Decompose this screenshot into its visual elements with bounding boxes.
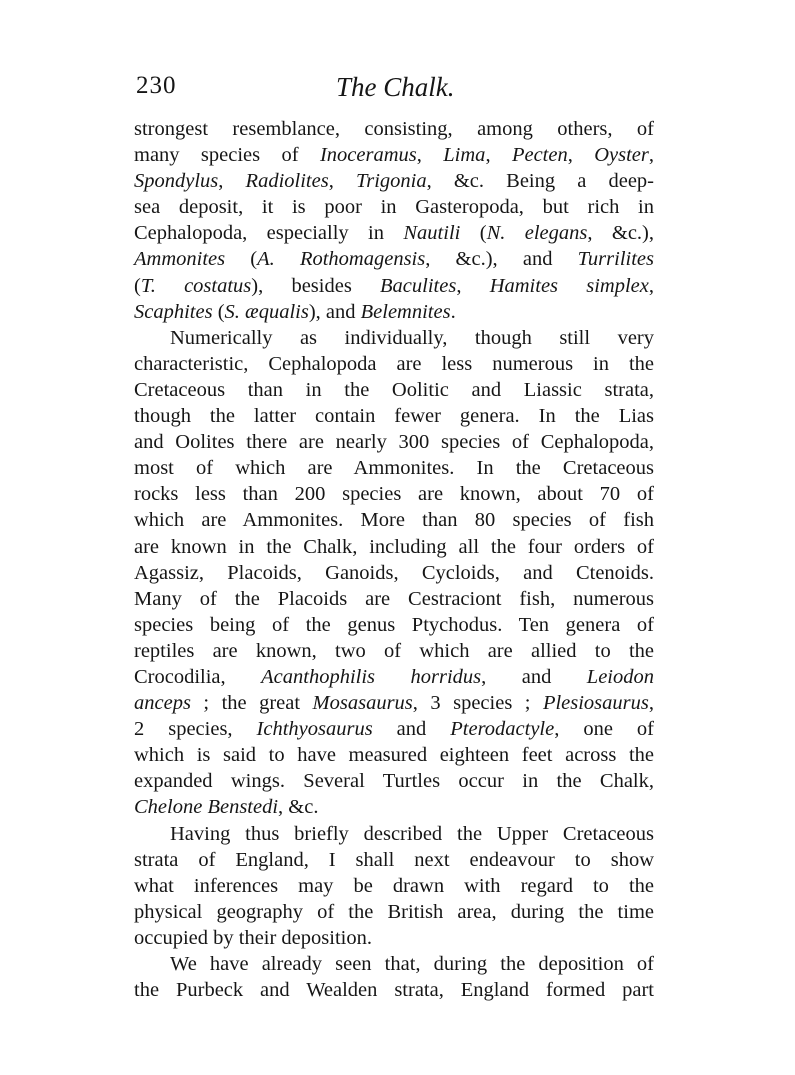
text-line (134, 873, 654, 899)
text-line (134, 194, 654, 220)
italic-term: Spondylus (134, 170, 219, 193)
italic-term: Pterodactyle (450, 718, 555, 741)
text-run: ( (134, 274, 141, 297)
italic-term: Trigonia (355, 170, 427, 193)
text-run: which are Ammonites. More than 80 species of fish (134, 509, 654, 532)
italic-term: anceps (134, 692, 191, 715)
text-line (134, 638, 654, 664)
italic-term: Plesiosaurus (542, 692, 649, 715)
text-run: , (328, 170, 356, 193)
text-run: , (218, 170, 246, 193)
text-line (134, 325, 654, 351)
text-run: Numerically as individually, though still very (170, 326, 654, 349)
text-line (134, 403, 654, 429)
text-line (134, 299, 654, 325)
text-line (134, 716, 654, 742)
italic-term: Leiodon (586, 665, 654, 688)
text-run: , 3 species ; (412, 692, 543, 715)
text-run: though the latter contain fewer genera. In the Lias (134, 405, 654, 428)
italic-term: A. Rothomagensis (257, 248, 426, 271)
text-run: sea deposit, it is poor in Gasteropoda, but rich in (134, 196, 654, 219)
body-text (134, 116, 654, 1003)
text-line (134, 246, 654, 272)
text-line (134, 534, 654, 560)
text-run: occupied by their deposition. (134, 926, 372, 949)
text-run: are known in the Chalk, including all the four orders of (134, 535, 654, 558)
text-run: Cretaceous than in the Oolitic and Liassic strata, (134, 378, 654, 401)
text-run: many species of (134, 144, 320, 167)
text-line (134, 481, 654, 507)
text-line (134, 220, 654, 246)
text-run: Cephalopoda, especially in (134, 222, 404, 245)
text-run: reptiles are known, two of which are allied to the (134, 639, 654, 662)
text-line (134, 951, 654, 977)
text-line (134, 768, 654, 794)
text-run: species being of the genus Ptychodus. Ten genera of (134, 613, 654, 636)
text-run: , (485, 144, 512, 167)
text-line (134, 273, 654, 299)
text-line (134, 455, 654, 481)
running-title: The Chalk. (336, 72, 455, 102)
text-run: Agassiz, Placoids, Ganoids, Cycloids, and Ctenoids. (134, 561, 654, 584)
text-run: and (372, 718, 451, 741)
italic-term: Scaphites (134, 300, 213, 323)
text-run: , (648, 692, 654, 715)
text-run: Crocodilia, (134, 665, 262, 688)
text-line (134, 429, 654, 455)
text-run: most of which are Ammonites. In the Cretaceous (134, 457, 654, 480)
text-run: ( (460, 222, 487, 245)
text-run: , and (481, 665, 587, 688)
text-run: , one of (554, 718, 654, 741)
text-run: rocks less than 200 species are known, about 70 of (134, 483, 654, 506)
text-run: , &c. (278, 796, 319, 819)
text-line (134, 690, 654, 716)
italic-term: Inoceramus (319, 144, 417, 167)
text-line (134, 586, 654, 612)
italic-term: S. æqualis (224, 300, 309, 323)
text-line (134, 560, 654, 586)
text-run: , &c. Being a deep- (426, 170, 655, 193)
text-line (134, 977, 654, 1003)
italic-term: Pecten (511, 144, 568, 167)
text-line (134, 925, 654, 951)
text-run: characteristic, Cephalopoda are less numerous in the (134, 352, 654, 375)
italic-term: Chelone Benstedi (134, 796, 279, 819)
page-number: 230 (136, 72, 177, 99)
italic-term: Belemnites (360, 300, 451, 323)
text-line (134, 794, 654, 820)
italic-term: N. elegans (486, 222, 588, 245)
text-run: 2 species, (134, 718, 257, 741)
text-line (134, 142, 654, 168)
italic-term: Turrilites (577, 248, 654, 271)
text-line (134, 821, 654, 847)
text-run: which is said to have measured eighteen feet across the (134, 744, 654, 767)
italic-term: Oyster (594, 144, 649, 167)
italic-term: Nautili (403, 222, 461, 245)
text-run: ( (212, 300, 225, 323)
text-line (134, 899, 654, 925)
text-run: , (456, 274, 490, 297)
text-run: physical geography of the British area, during the time (134, 900, 654, 923)
text-run: , (648, 144, 655, 167)
text-line (134, 507, 654, 533)
text-run: ), besides (251, 274, 381, 297)
text-run: We have already seen that, during the deposition of (170, 953, 654, 975)
text-run: strata of England, I shall next endeavour to show (134, 848, 654, 871)
italic-term: Acanthophilis horridus (261, 665, 482, 688)
italic-term: Ammonites (134, 248, 226, 271)
text-run: , &c.), and (425, 248, 578, 271)
italic-term: Mosasaurus (312, 692, 413, 715)
text-run: Many of the Placoids are Cestraciont fish, numerous (134, 587, 654, 610)
text-line (134, 847, 654, 873)
italic-term: Lima (443, 144, 486, 167)
text-run: ), and (308, 300, 361, 323)
text-line (134, 377, 654, 403)
italic-term: Radiolites (245, 170, 329, 193)
text-line (134, 664, 654, 690)
page-header (136, 72, 654, 108)
text-run: , (567, 144, 595, 167)
text-run: and Oolites there are nearly 300 species of Cephalopoda, (134, 431, 654, 454)
text-run: expanded wings. Several Turtles occur in the Chalk, (134, 770, 654, 793)
text-line (134, 351, 654, 377)
text-line (134, 116, 654, 142)
italic-term: Baculites (380, 274, 457, 297)
text-run: , &c.), (587, 222, 655, 245)
text-run: what inferences may be drawn with regard to the (134, 874, 654, 897)
text-run: , (648, 274, 654, 297)
text-run: . (450, 300, 456, 323)
text-run: ( (225, 248, 258, 271)
text-line (134, 168, 654, 194)
italic-term: T. costatus (140, 274, 252, 297)
text-run: ; the great (190, 692, 313, 715)
text-run: strongest resemblance, consisting, among others, of (134, 118, 654, 140)
text-run: , (416, 144, 444, 167)
text-run: the Purbeck and Wealden strata, England formed part (134, 979, 654, 1002)
italic-term: Ichthyosaurus (256, 718, 373, 741)
text-line (134, 742, 654, 768)
italic-term: Hamites simplex (489, 274, 649, 297)
text-line (134, 612, 654, 638)
text-run: Having thus briefly described the Upper Cretaceous (170, 822, 654, 845)
